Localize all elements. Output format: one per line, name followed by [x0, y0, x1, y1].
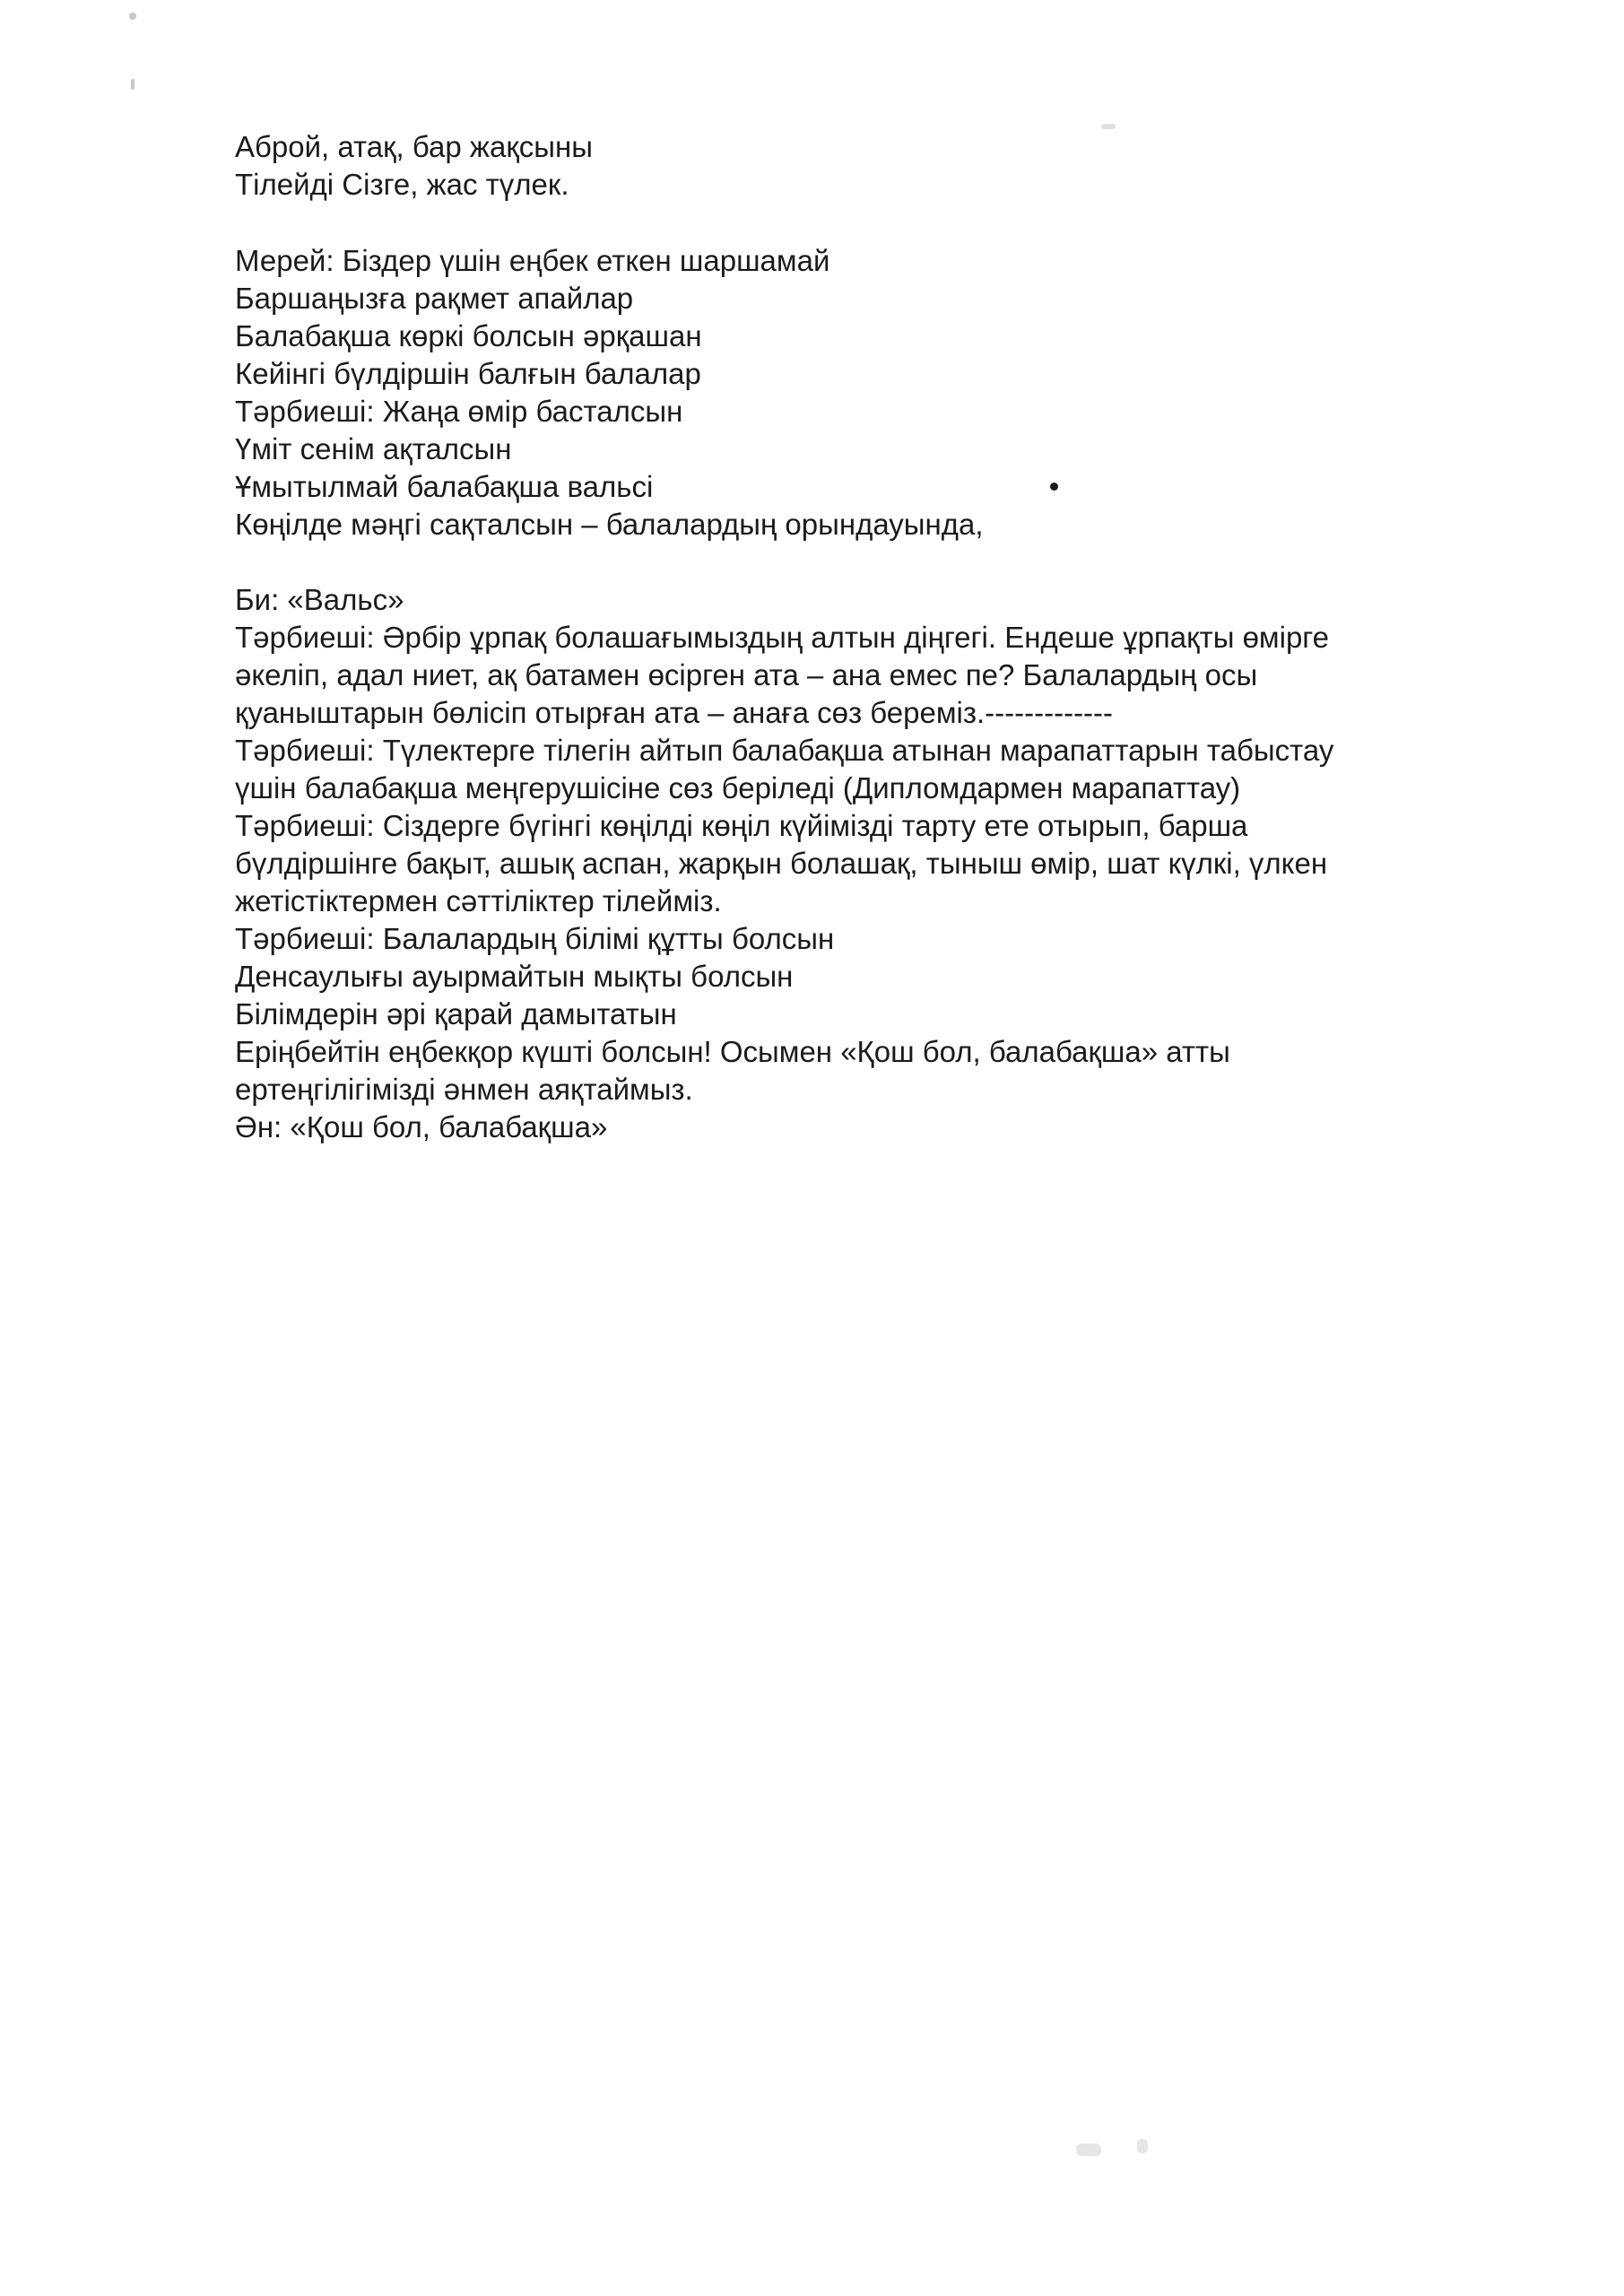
text-line: Білімдерін әрі қарай дамытатын: [235, 997, 677, 1031]
text-line: қуаныштарын бөлісіп отырған ата – анаға сөз береміз.-------------: [235, 696, 1114, 729]
text-line: Тәрбиеші: Балалардың білімі құтты болсын: [235, 922, 835, 955]
text-line: әкеліп, адал ниет, ақ батамен өсірген ата – ана емес пе? Балалардың осы: [235, 658, 1258, 691]
text-line: Еріңбейтін еңбекқор күшті болсын! Осымен «Қош бол, балабақша» атты: [235, 1035, 1230, 1068]
scan-speck: [1137, 2139, 1148, 2153]
text-line: үшін балабақша меңгерушісіне сөз беріледі (Дипломдармен марапаттау): [235, 771, 1241, 804]
text-line: Тәрбиеші: Түлектерге тілегін айтып балабақша атынан марапаттарын табыстау: [235, 734, 1334, 767]
text-line: Тілейді Сізге, жас түлек.: [235, 168, 569, 201]
text-line: Балабақша көркі болсын әрқашан: [235, 319, 702, 352]
text-line: Аброй, атақ, бар жақсыны: [235, 130, 593, 163]
text-line: Көңілде мәңгі сақталсын – балалардың орындауында,: [235, 508, 984, 541]
text-line: ертеңгілігімізді әнмен аяқтаймыз.: [235, 1073, 693, 1106]
greeting-verse: [235, 128, 1481, 204]
text-line: Кейінгі бүлдіршін балғын балалар: [235, 357, 701, 390]
text-line: Тәрбиеші: Жаңа өмір басталсын: [235, 395, 683, 428]
text-line: Би: «Вальс»: [235, 583, 404, 616]
text-line: Баршаңызға рақмет апайлар: [235, 282, 634, 315]
program-text: [235, 581, 1481, 1146]
text-line: Үміт сенім ақталсын: [235, 432, 512, 465]
text-line: бүлдіршінге бақыт, ашық аспан, жарқын болашақ, тыныш өмір, шат күлкі, үлкен: [235, 847, 1328, 880]
thanks-verse: [235, 242, 1481, 544]
text-line: жетістіктермен сәттіліктер тілейміз.: [235, 884, 722, 918]
text-line: Денсаулығы ауырмайтын мықты болсын: [235, 960, 794, 993]
text-line: Тәрбиеші: Әрбір ұрпақ болашағымыздың алтын діңгегі. Ендеше ұрпақты өмірге: [235, 621, 1329, 654]
text-line: Мерей: Біздер үшін еңбек еткен шаршамай: [235, 244, 830, 277]
scan-speck: [131, 79, 135, 90]
text-line: Ән: «Қош бол, балабақша»: [235, 1110, 608, 1144]
scan-speck: [1076, 2144, 1101, 2156]
text-line: Тәрбиеші: Сіздерге бүгінгі көңілді көңіл күйімізді тарту ете отырып, барша: [235, 809, 1248, 842]
scan-speck: [129, 13, 136, 20]
text-line: Ұмытылмай балабақша вальсі: [235, 470, 654, 503]
bullet-dot: [1050, 483, 1058, 491]
